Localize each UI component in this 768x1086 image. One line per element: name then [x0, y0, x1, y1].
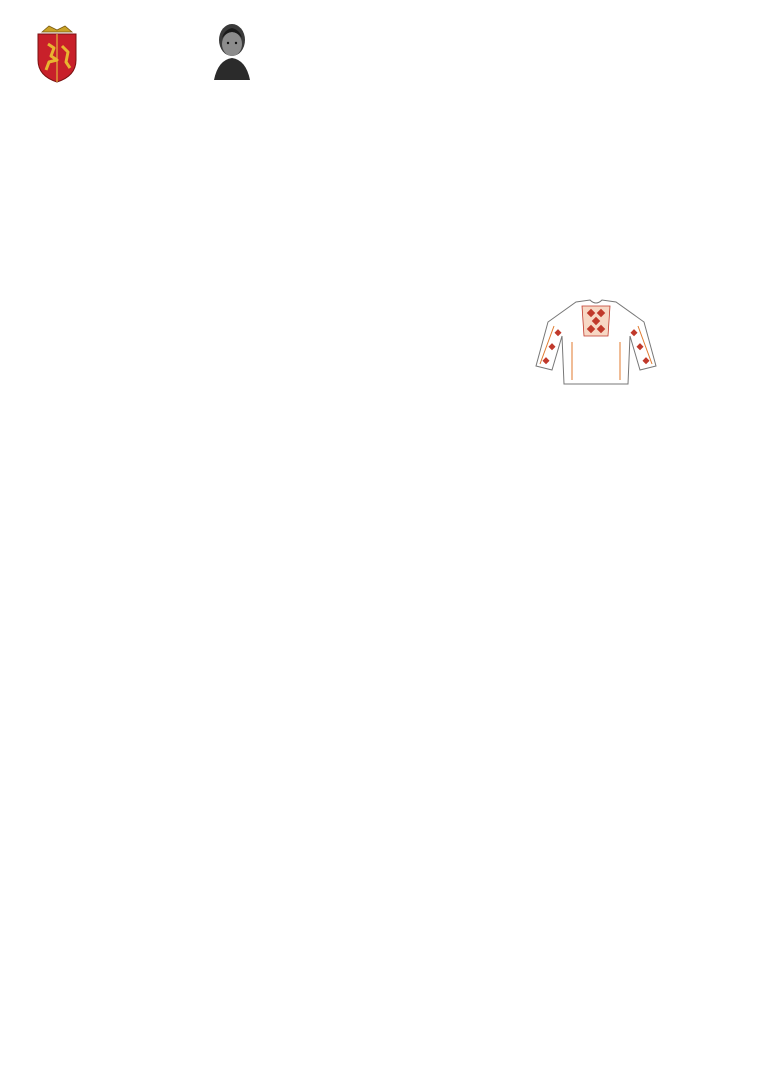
portrait-icon [210, 20, 254, 82]
tricolor-border-strip [22, 748, 752, 782]
traditional-blouse-icon [532, 296, 660, 388]
cultural-centre-logo [210, 20, 360, 84]
embroidery-motif-top [430, 0, 768, 340]
city-hall-logo [30, 20, 140, 90]
embroidery-motif-bottom [430, 410, 768, 730]
coat-of-arms-icon [34, 22, 80, 84]
